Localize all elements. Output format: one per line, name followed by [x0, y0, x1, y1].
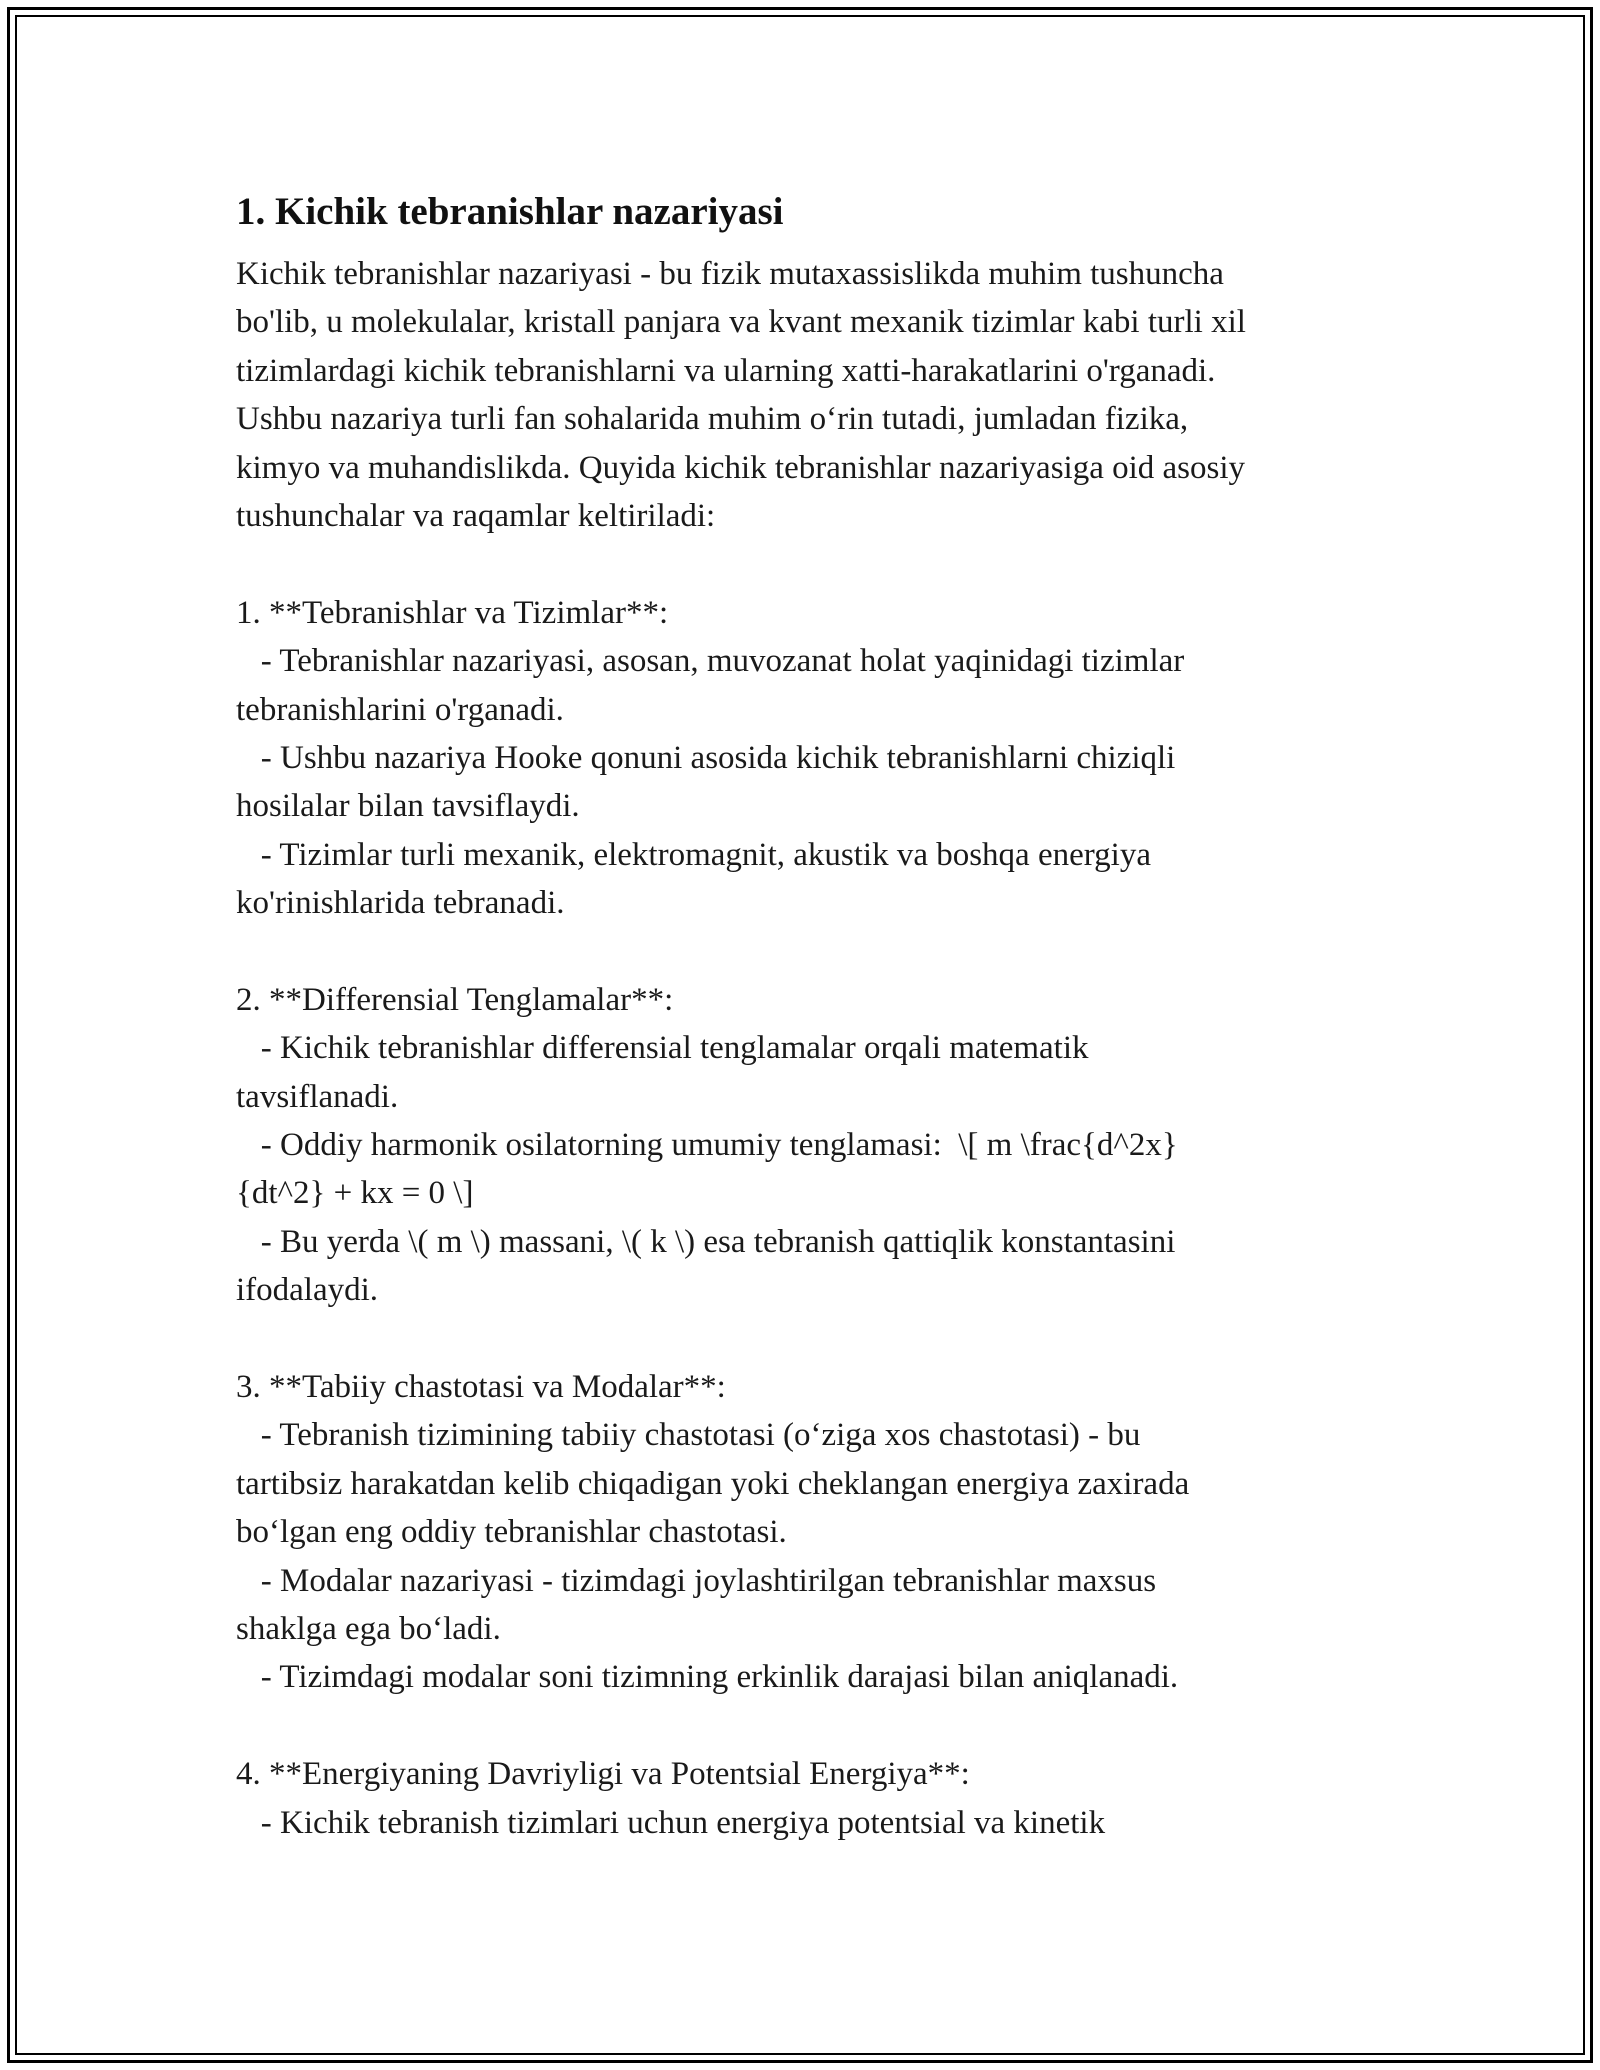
- section-text: [236, 250, 1366, 1847]
- text-line: - Kichik tebranish tizimlari uchun energiya potentsial va kinetik: [236, 1804, 1106, 1841]
- text-line: tebranishlarini o'rganadi.: [236, 691, 564, 728]
- text-line: ko'rinishlarida tebranadi.: [236, 885, 565, 922]
- text-line: - Kichik tebranishlar differensial tenglamalar orqali matematik: [236, 1030, 1089, 1067]
- text-line: - Modalar nazariyasi - tizimdagi joylashtirilgan tebranishlar maxsus: [236, 1562, 1157, 1599]
- text-line: - Bu yerda \( m \) massani, \( k \) esa tebranish qattiqlik konstantasini: [236, 1223, 1176, 1260]
- text-line: ifodalaydi.: [236, 1272, 379, 1309]
- text-line: Ushbu nazariya turli fan sohalarida muhim o‘rin tutadi, jumladan fizika,: [236, 401, 1189, 438]
- text-line: 1. **Tebranishlar va Tizimlar**:: [236, 594, 669, 631]
- text-line: bo'lib, u molekulalar, kristall panjara va kvant mexanik tizimlar kabi turli xil: [236, 304, 1246, 341]
- text-line: kimyo va muhandislikda. Quyida kichik tebranishlar nazariyasiga oid asosiy: [236, 449, 1246, 486]
- text-line: shaklga ega bo‘ladi.: [236, 1610, 501, 1647]
- text-line: tartibsiz harakatdan kelib chiqadigan yoki cheklangan energiya zaxirada: [236, 1465, 1190, 1502]
- document-body: [236, 182, 1366, 1847]
- text-line: 2. **Differensial Tenglamalar**:: [236, 981, 674, 1018]
- text-line: - Ushbu nazariya Hooke qonuni asosida kichik tebranishlarni chiziqli: [236, 739, 1176, 776]
- text-line: tushunchalar va raqamlar keltiriladi:: [236, 497, 716, 534]
- blank-line: [236, 927, 1366, 975]
- section-title: 1. Kichik tebranishlar nazariyasi: [236, 190, 784, 233]
- blank-line: [236, 540, 1366, 588]
- text-line: - Tizimlar turli mexanik, elektromagnit, akustik va boshqa energiya: [236, 836, 1151, 873]
- text-line: hosilalar bilan tavsiflaydi.: [236, 788, 580, 825]
- text-line: bo‘lgan eng oddiy tebranishlar chastotasi.: [236, 1514, 787, 1551]
- text-line: - Tebranishlar nazariyasi, asosan, muvozanat holat yaqinidagi tizimlar: [236, 643, 1185, 680]
- text-line: tavsiflanadi.: [236, 1078, 399, 1115]
- text-line: tizimlardagi kichik tebranishlarni va ularning xatti-harakatlarini o'rganadi.: [236, 352, 1216, 389]
- text-line: - Oddiy harmonik osilatorning umumiy tenglamasi: \[ m \frac{d^2x}: [236, 1127, 1178, 1164]
- text-line: 4. **Energiyaning Davriyligi va Potentsial Energiya**:: [236, 1756, 970, 1793]
- text-line: - Tebranish tizimining tabiiy chastotasi (o‘ziga xos chastotasi) - bu: [236, 1417, 1141, 1454]
- text-line: - Tizimdagi modalar soni tizimning erkinlik darajasi bilan aniqlanadi.: [236, 1659, 1179, 1696]
- text-line: 3. **Tabiiy chastotasi va Modalar**:: [236, 1368, 726, 1405]
- blank-line: [236, 1702, 1366, 1750]
- text-line: {dt^2} + kx = 0 \]: [236, 1175, 474, 1212]
- blank-line: [236, 1315, 1366, 1363]
- text-line: Kichik tebranishlar nazariyasi - bu fizik mutaxassislikda muhim tushuncha: [236, 256, 1224, 292]
